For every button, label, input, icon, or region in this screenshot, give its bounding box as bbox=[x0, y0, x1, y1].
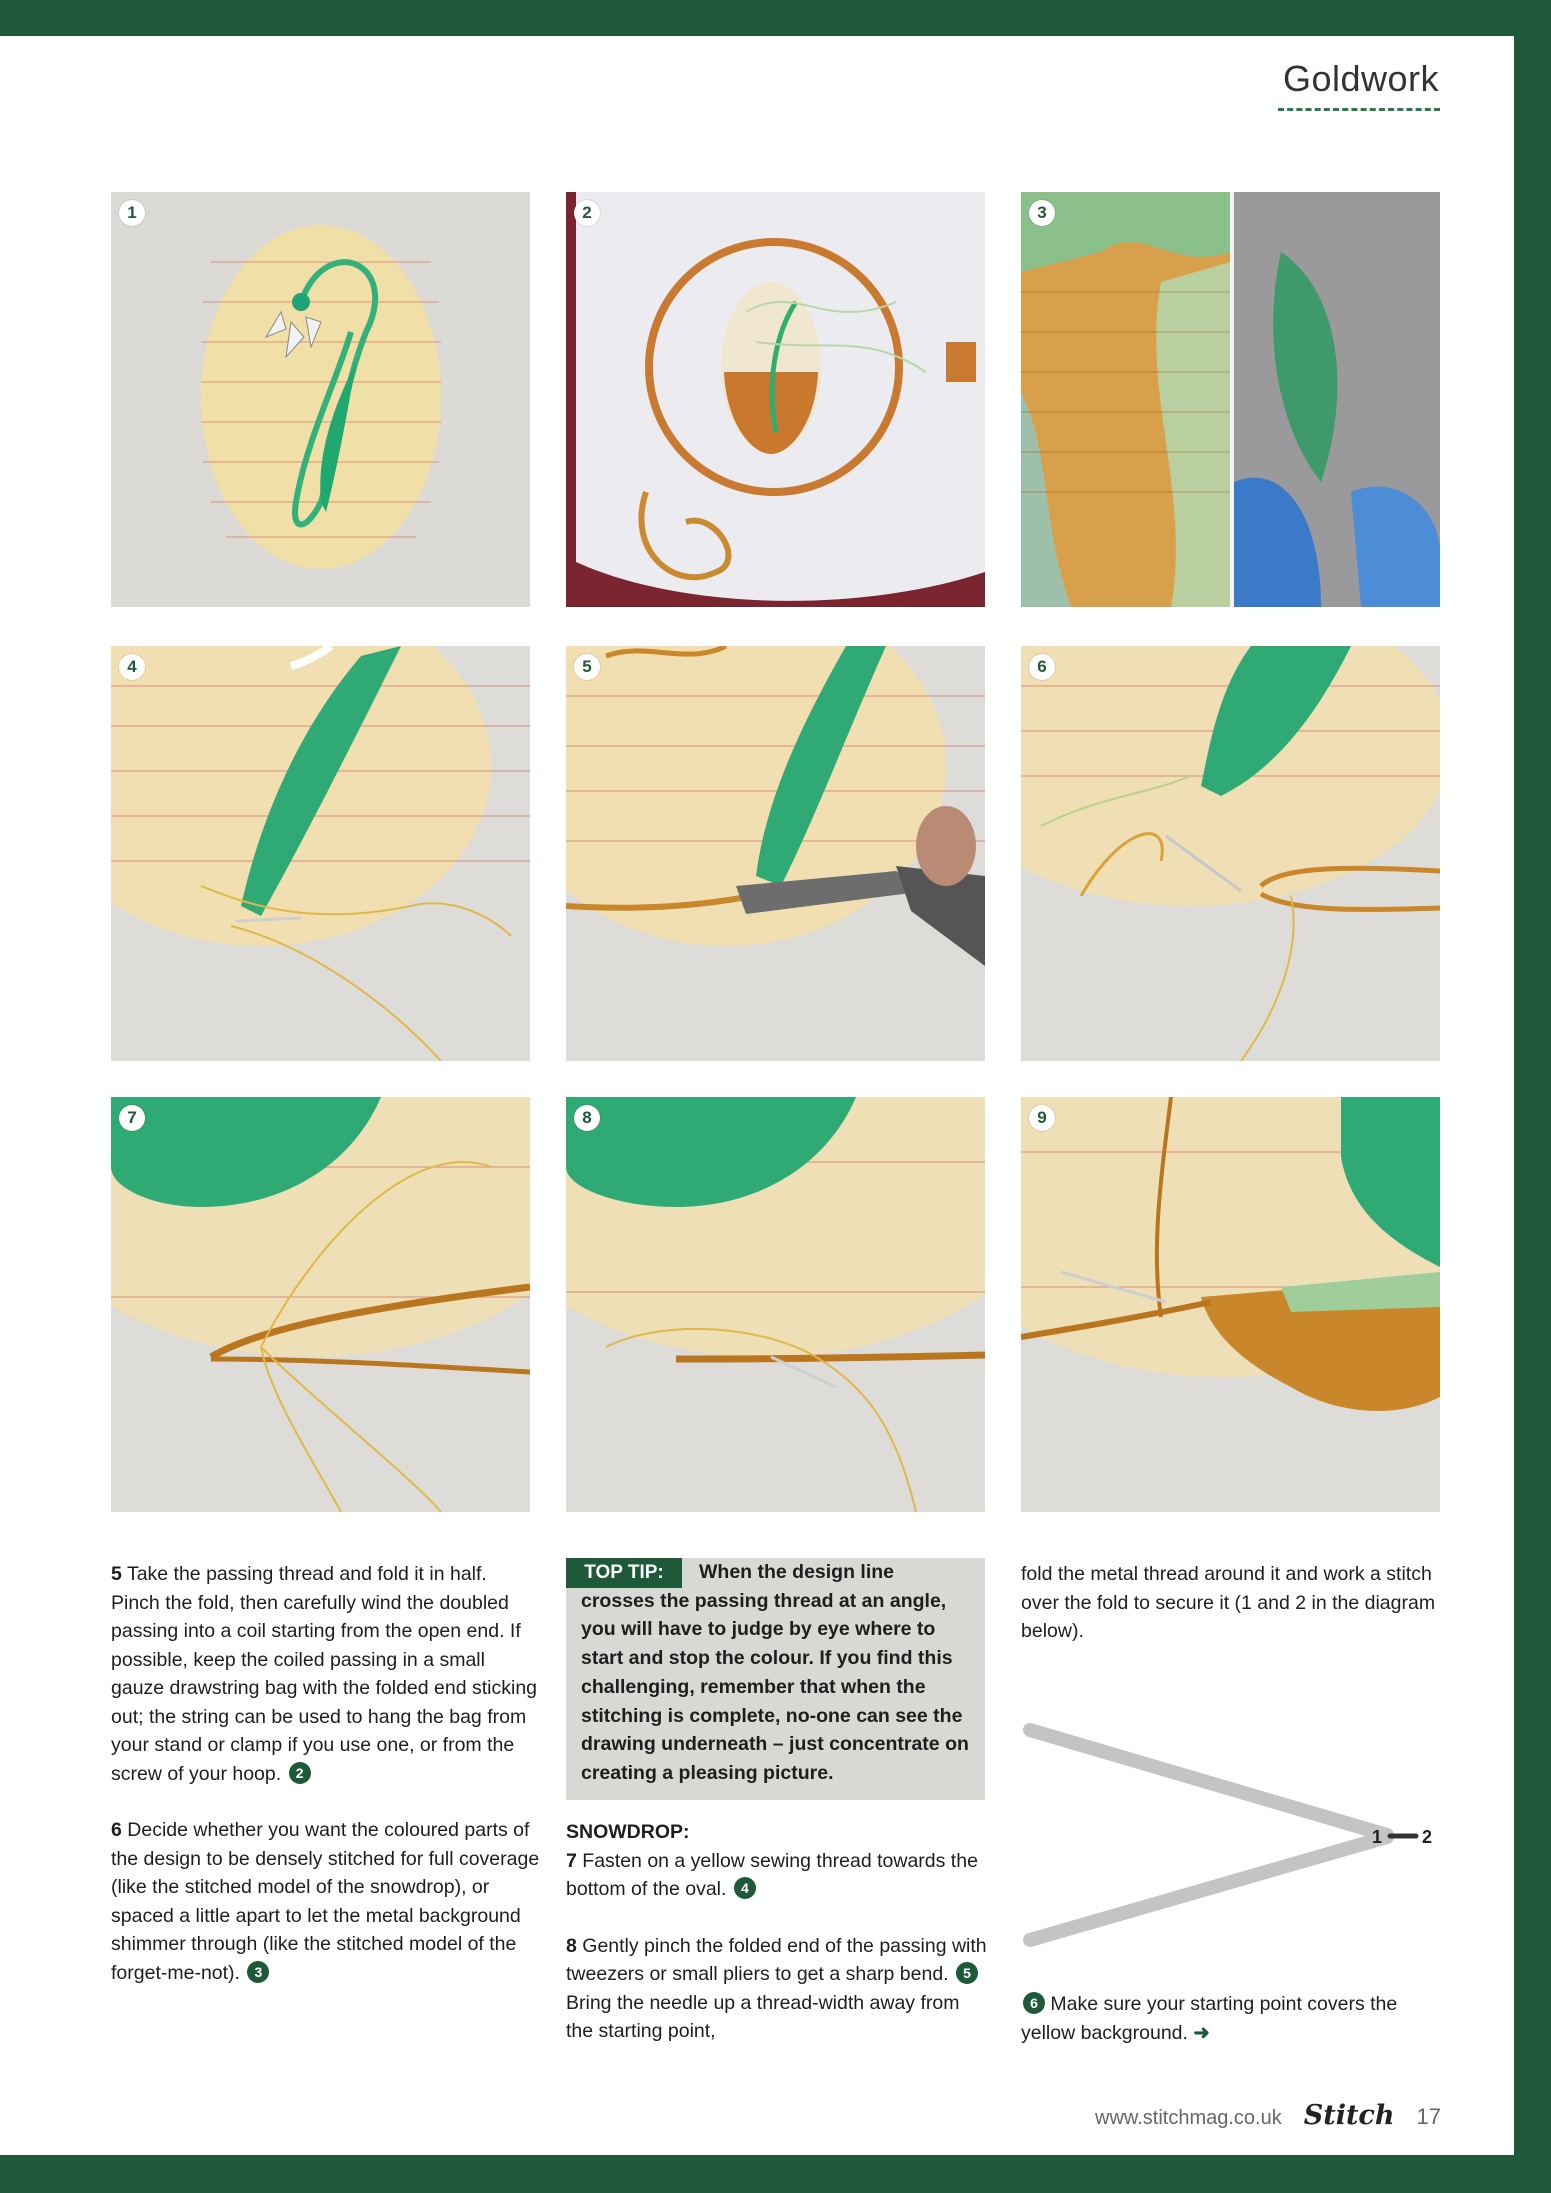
step-7-paragraph: 7 Fasten on a yellow sewing thread towards the bottom of the oval. 4 bbox=[566, 1849, 978, 1900]
photo-number-badge: 2 bbox=[574, 200, 600, 226]
diagram-label-1: 1 bbox=[1372, 1827, 1383, 1847]
photo-number-badge: 6 bbox=[1029, 654, 1055, 680]
section-title-underline bbox=[1278, 108, 1440, 111]
photo-7-couching bbox=[111, 1097, 530, 1512]
column-2-text bbox=[566, 1818, 991, 2074]
photo-5-pliers bbox=[566, 646, 985, 1061]
photo-reference-badge: 6 bbox=[1023, 1992, 1045, 2014]
photo-9-coverage bbox=[1021, 1097, 1440, 1512]
bottom-band bbox=[0, 2155, 1551, 2193]
top-tip-label: TOP TIP: bbox=[566, 1558, 682, 1588]
photo-8-needle-up bbox=[566, 1097, 985, 1512]
step-8-paragraph: 8 Gently pinch the folded end of the passing with tweezers or small pliers to get a sharp bend. 5 Bring the needle up a thread-width away from the starting point, bbox=[566, 1934, 987, 2042]
photo-3-stitched-models bbox=[1021, 192, 1440, 607]
diagram-thread-lower bbox=[1030, 1837, 1387, 1940]
column-3-text bbox=[1021, 1560, 1441, 1674]
photo-number-badge: 9 bbox=[1029, 1105, 1055, 1131]
photo-1-traced-design bbox=[111, 192, 530, 607]
top-band bbox=[0, 0, 1551, 36]
photo-number-badge: 4 bbox=[119, 654, 145, 680]
page-number: 17 bbox=[1416, 2104, 1441, 2129]
section-title: Goldwork bbox=[1282, 58, 1439, 99]
top-tip-box bbox=[566, 1558, 985, 1800]
diagram-thread-upper bbox=[1030, 1730, 1387, 1835]
photo-reference-badge: 2 bbox=[289, 1762, 311, 1784]
photo-number-badge: 8 bbox=[574, 1105, 600, 1131]
photo-4-yellow-thread bbox=[111, 646, 530, 1061]
photo-number-badge: 7 bbox=[119, 1105, 145, 1131]
stitch-diagram bbox=[1022, 1710, 1442, 1950]
column-1-text bbox=[111, 1560, 541, 2015]
step-6-paragraph: 6 Decide whether you want the coloured parts of the design to be densely stitched for full coverage (like the stitched model of the snowdrop), or spaced a little apart to let the metal background shimmer through (like the stitched model of the forget-me-not). 3 bbox=[111, 1819, 540, 1984]
photo-reference-badge: 5 bbox=[956, 1962, 978, 1984]
right-band bbox=[1514, 0, 1551, 2193]
photo-reference-badge: 3 bbox=[247, 1961, 269, 1983]
footer-url: www.stitchmag.co.uk bbox=[1095, 2107, 1282, 2129]
photo-number-badge: 1 bbox=[119, 200, 145, 226]
photo-6-needle-fold bbox=[1021, 646, 1440, 1061]
continuation-paragraph: fold the metal thread around it and work a stitch over the fold to secure it (1 and 2 in the diagram below). bbox=[1021, 1563, 1436, 1642]
photo-2-hoop bbox=[566, 192, 985, 607]
photo-reference-badge: 4 bbox=[734, 1877, 756, 1899]
step-5-paragraph: 5 Take the passing thread and fold it in half. Pinch the fold, then carefully wind the doubled passing into a coil starting from the open end. If possible, keep the coiled passing in a small gauze drawstring bag with the folded end sticking out; the string can be used to hang the bag from your stand or clamp if you use one, or from the screw of your hoop. 2 bbox=[111, 1563, 538, 1785]
page-footer bbox=[1095, 2100, 1441, 2131]
photo-number-badge: 3 bbox=[1029, 200, 1055, 226]
photo-number-badge: 5 bbox=[574, 654, 600, 680]
snowdrop-heading: SNOWDROP: bbox=[566, 1821, 690, 1843]
diagram-label-2: 2 bbox=[1422, 1827, 1433, 1847]
continue-arrow-icon: ➜ bbox=[1193, 2021, 1210, 2044]
photo-6-caption: 6 Make sure your starting point covers the yellow background. ➜ bbox=[1021, 1993, 1398, 2044]
top-tip-text: When the design line crosses the passing thread at an angle, you will have to judge by eye where to start and stop the colour. If you find this challenging, remember that when the stitching is complete, no-one can see the drawing underneath – just concentrate on creating a pleasing picture. bbox=[581, 1561, 969, 1784]
magazine-logo: Stitch bbox=[1303, 2100, 1395, 2131]
